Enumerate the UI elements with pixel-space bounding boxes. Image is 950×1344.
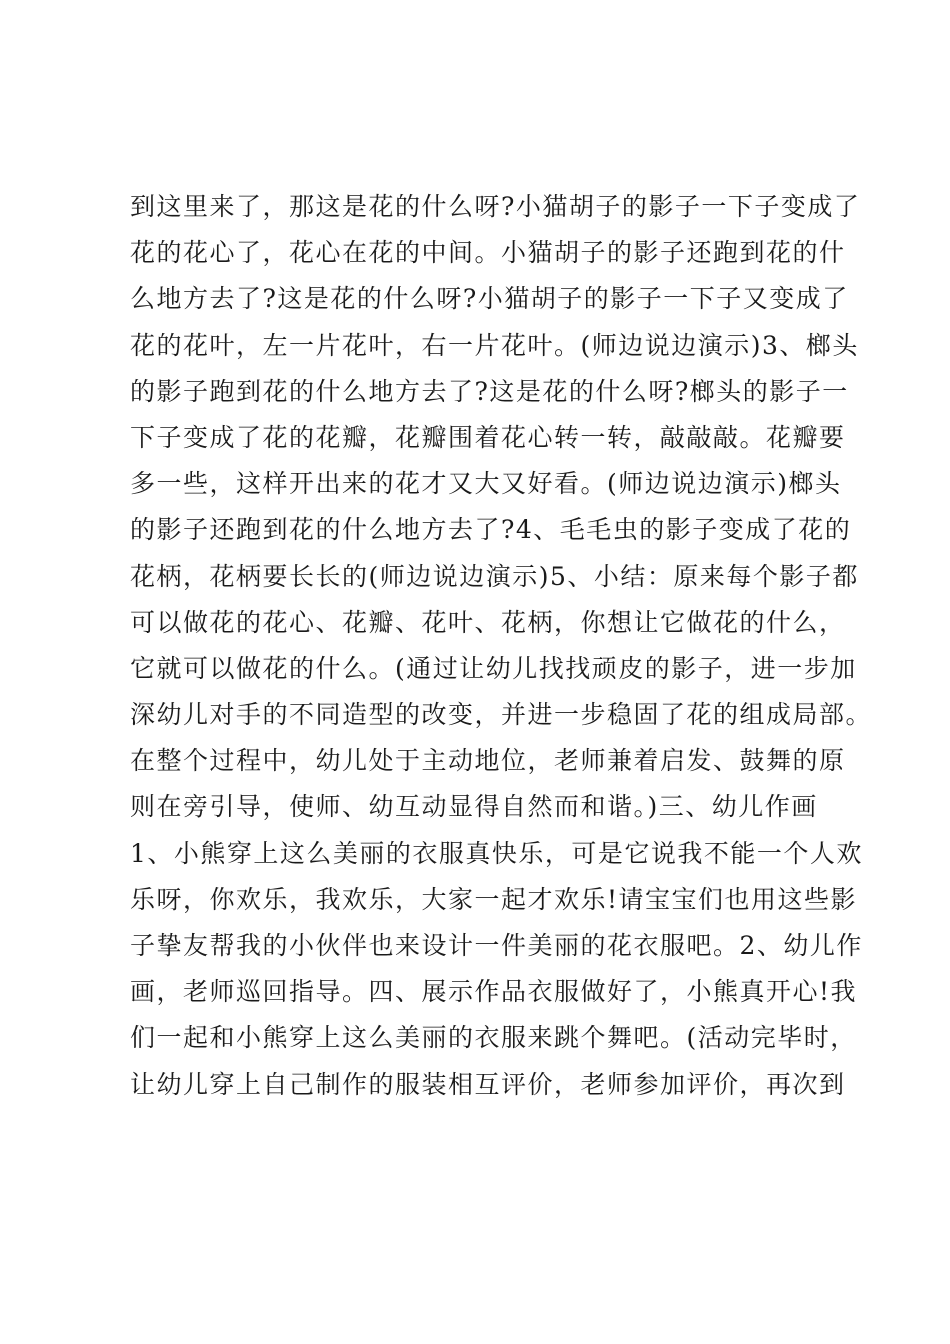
body-text xyxy=(130,184,930,1108)
text-line: 让幼儿穿上自己制作的服装相互评价，老师参加评价，再次到 xyxy=(130,1069,846,1099)
text-line: 则在旁引导，使师、幼互动显得自然而和谐。)三、幼儿作画 xyxy=(130,792,818,822)
text-line: 1、小熊穿上这么美丽的衣服真快乐，可是它说我不能一个人欢 xyxy=(130,838,863,868)
text-line: 们一起和小熊穿上这么美丽的衣服来跳个舞吧。(活动完毕时， xyxy=(130,1023,857,1053)
text-line: 的影子跑到花的什么地方去了?这是花的什么呀?榔头的影子一 xyxy=(130,376,849,406)
text-line: 么地方去了?这是花的什么呀?小猫胡子的影子一下子又变成了 xyxy=(130,284,849,314)
text-line: 多一些，这样开出来的花才又大又好看。(师边说边演示)榔头 xyxy=(130,469,842,499)
text-line: 在整个过程中，幼儿处于主动地位，老师兼着启发、鼓舞的原 xyxy=(130,746,846,776)
text-line: 到这里来了，那这是花的什么呀?小猫胡子的影子一下子变成了 xyxy=(130,192,861,221)
text-line: 它就可以做花的什么。(通过让幼儿找找顽皮的影子，进一步加 xyxy=(130,653,857,683)
text-line: 花的花心了，花心在花的中间。小猫胡子的影子还跑到花的什 xyxy=(130,238,846,268)
text-line: 子挚友帮我的小伙伴也来设计一件美丽的花衣服吧。2、幼儿作 xyxy=(130,931,863,960)
text-line: 可以做花的花心、花瓣、花叶、花柄，你想让它做花的什么， xyxy=(130,607,846,637)
text-line: 深幼儿对手的不同造型的改变，并进一步稳固了花的组成局部。 xyxy=(130,700,873,730)
text-line: 的影子还跑到花的什么地方去了?4、毛毛虫的影子变成了花的 xyxy=(130,515,852,545)
text-line: 花柄，花柄要长长的(师边说边演示)5、小结：原来每个影子都 xyxy=(130,561,859,591)
text-line: 下子变成了花的花瓣，花瓣围着花心转一转，敲敲敲。花瓣要 xyxy=(130,422,846,452)
text-line: 画，老师巡回指导。四、展示作品衣服做好了，小熊真开心!我 xyxy=(130,977,858,1007)
text-line: 花的花叶，左一片花叶，右一片花叶。(师边说边演示)3、榔头 xyxy=(130,330,859,360)
text-line: 乐呀，你欢乐，我欢乐，大家一起才欢乐!请宝宝们也用这些影 xyxy=(130,884,858,914)
